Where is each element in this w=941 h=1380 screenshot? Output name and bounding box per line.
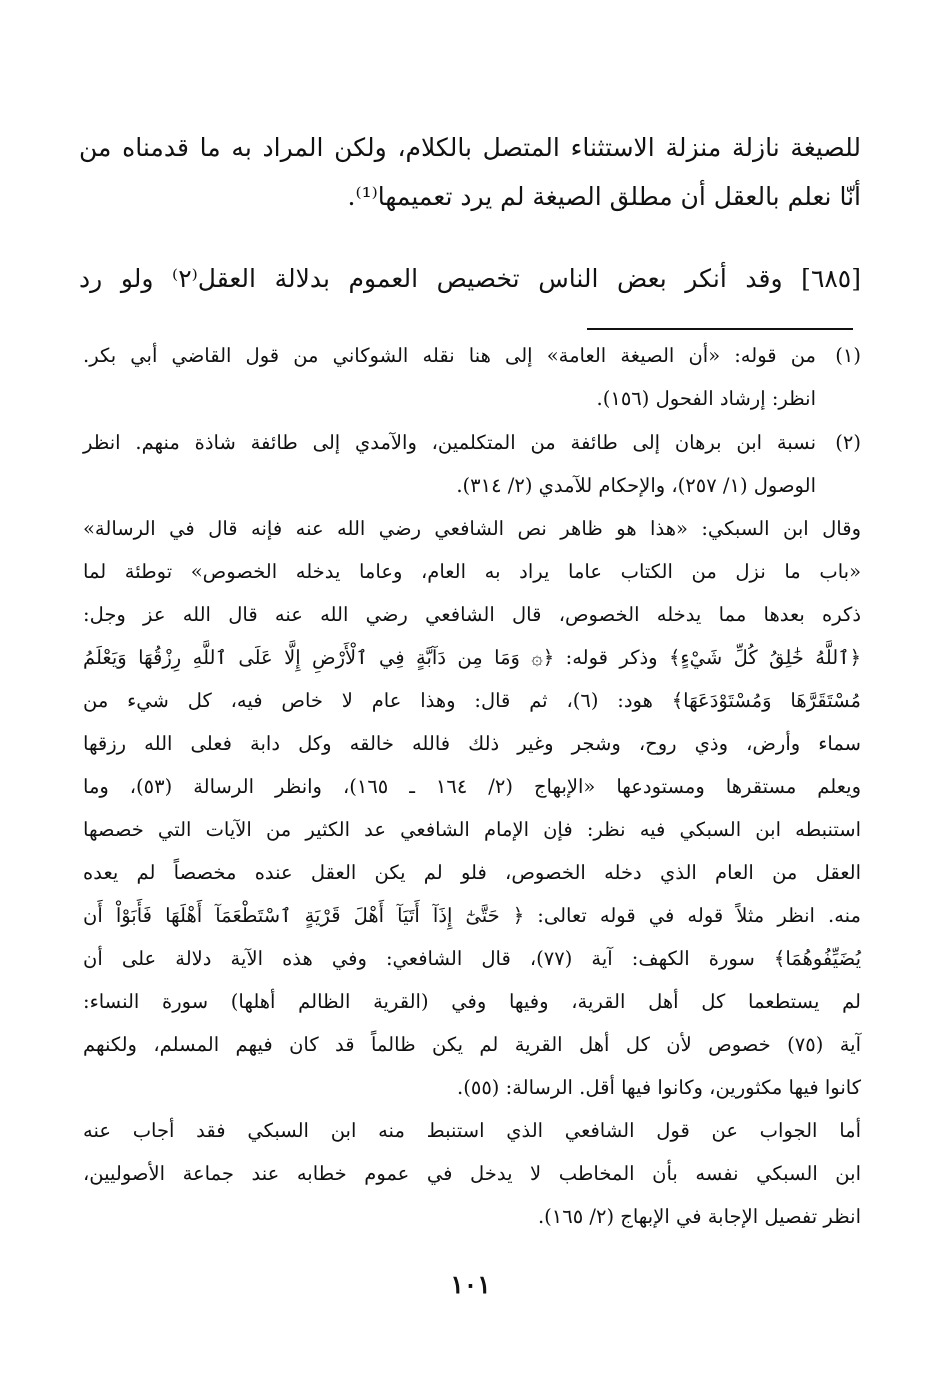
footnote-line: أما الجواب عن قول الشافعي الذي استنبط منه ابن السبكي فقد أجاب عنه (83, 1119, 861, 1142)
footnote-line: سماء وأرض، وذي روح، وشجر وغير ذلك فالله خالقه وكل دابة فعلى الله رزقها (83, 732, 861, 755)
footnote-line: مُسْتَقَرَّهَا وَمُسْتَوْدَعَهَا﴾ هود: (٦)، ثم قال: وهذا عام لا خاص فيه، كل شيء من (83, 689, 861, 712)
footnote-line: وقال ابن السبكي: «هذا هو ظاهر نص الشافعي رضي الله عنه فإنه قال في الرسالة» (83, 517, 861, 540)
footnote-separator (587, 328, 853, 330)
footnote-line: لم يستطعما كل أهل القرية، وفيها وفي (القرية الظالم أهلها) سورة النساء: (83, 990, 861, 1013)
main-text-line: [٦٨٥] وقد أنكر بعض الناس تخصيص العموم بدلالة العقل⁽٢⁾ ولو رد (79, 264, 861, 293)
footnote-line: كانوا فيها مكثورين، وكانوا فيها أقل. الرسالة: (٥٥). (457, 1076, 861, 1099)
footnote-line: استنبطه ابن السبكي فيه نظر: فإن الإمام الشافعي عد الكثير من الآيات التي خصصها (83, 818, 861, 841)
footnote-line: ويعلم مستقرها ومستودعها «الإبهاج (٢/ ١٦٤ ـ ١٦٥)، وانظر الرسالة (٥٣)، وما (83, 775, 861, 798)
footnote-line: العقل من العام الذي دخله الخصوص، فلو لم يكن العقل عنده مخصصاً لم يعده (83, 861, 861, 884)
footnote-line: ﴿ٱللَّهُ خَٰلِقُ كُلِّ شَيْءٍ﴾ وذكر قوله: ﴿۞ وَمَا مِن دَآبَّةٍ فِي ٱلْأَرْضِ إِلَّا عَلَى ٱللَّهِ رِزْقُهَا وَيَعْلَمُ (83, 646, 861, 669)
page-number: ١٠١ (450, 1270, 491, 1299)
main-text-line: أنّا نعلم بالعقل أن مطلق الصيغة لم يرد تعميمها⁽¹⁾. (347, 182, 861, 211)
footnote-line: ابن السبكي نفسه بأن المخاطب لا يدخل في عموم خطابه عند جماعة الأصوليين، (83, 1162, 861, 1185)
footnote-marker: (٢) (835, 431, 861, 454)
footnote-line: آية (٧٥) خصوص لأن كل أهل القرية لم يكن ظالماً قد كان فيهم المسلم، ولكنهم (83, 1033, 862, 1056)
main-text-line: للصيغة نازلة منزلة الاستثناء المتصل بالكلام، ولكن المراد به ما قدمناه من (79, 133, 861, 162)
footnote-line: من قوله: «أن الصيغة العامة» إلى هنا نقله الشوكاني من قول القاضي أبي بكر. (83, 344, 816, 367)
footnote-line: انظر تفصيل الإجابة في الإبهاج (٢/ ١٦٥). (537, 1205, 861, 1228)
footnote-line: نسبة ابن برهان إلى طائفة من المتكلمين، والآمدي إلى طائفة شاذة منهم. انظر (83, 431, 816, 454)
footnote-line: يُضَيِّفُوهُمَا﴾ سورة الكهف: آية (٧٧)، قال الشافعي: وفي هذه الآية دلالة على أن (83, 947, 861, 970)
footnote-line: «باب ما نزل من الكتاب عاما يراد به العام، وعاما يدخله الخصوص» توطئة لما (83, 560, 861, 583)
footnote-marker: (١) (835, 344, 861, 367)
footnote-line: الوصول (١/ ٢٥٧)، والإحكام للآمدي (٢/ ٣١٤). (456, 474, 816, 497)
footnote-line: انظر: إرشاد الفحول (١٥٦). (596, 387, 816, 410)
footnote-line: ذكره بعدها مما يدخله الخصوص، قال الشافعي رضي الله عنه قال الله عز وجل: (83, 603, 861, 626)
footnote-line: منه. انظر مثلاً قوله في قوله تعالى: ﴿ حَتَّىٰٓ إِذَآ أَتَيَآ أَهْلَ قَرْيَةٍ ٱسْتَطْعَمَآ أَهْلَهَا فَأَبَوْاْ أَن (83, 904, 861, 927)
